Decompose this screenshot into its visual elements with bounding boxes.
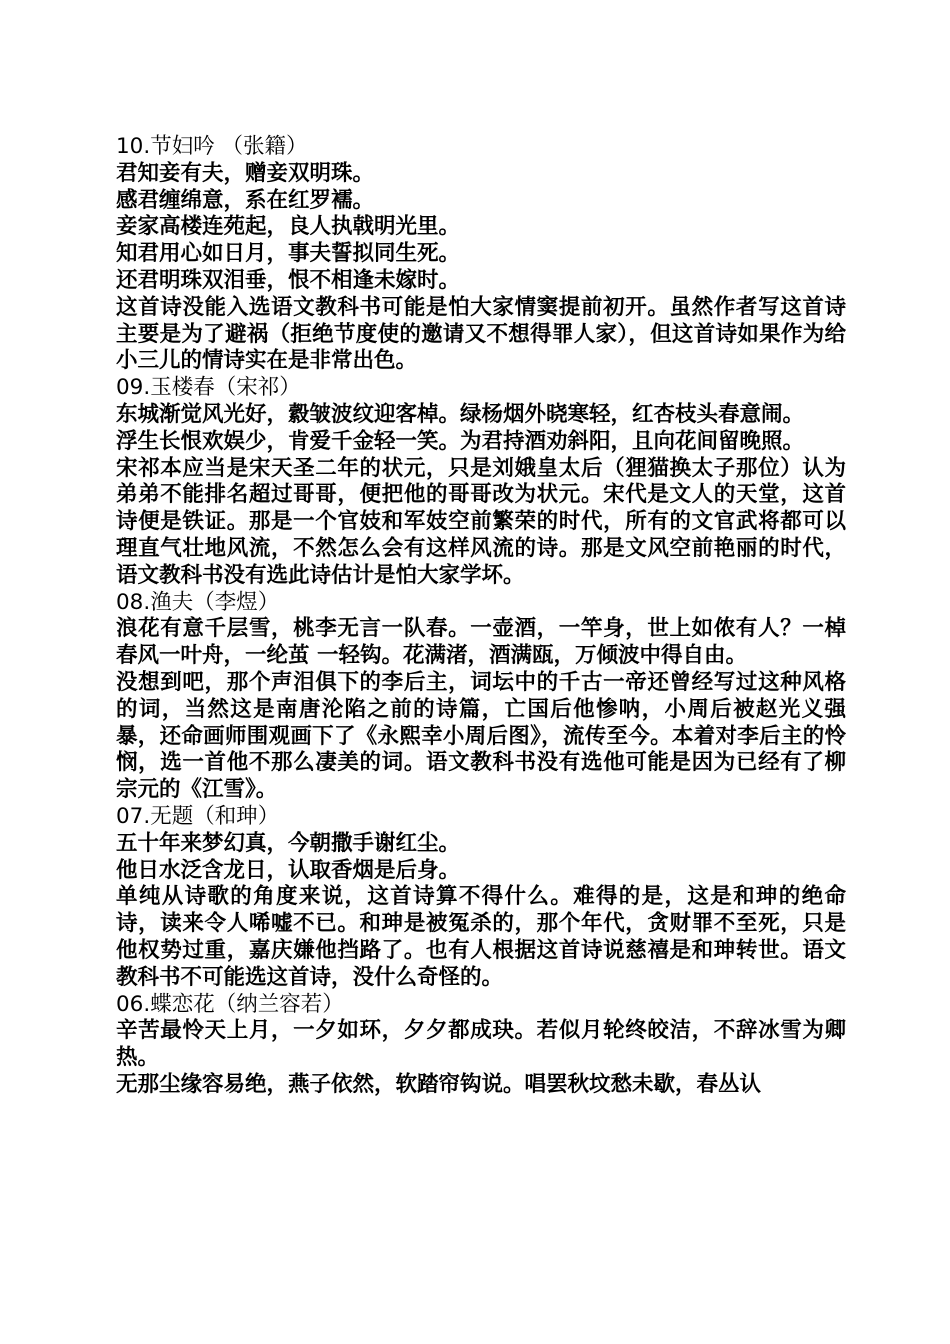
section-10: [116, 134, 846, 375]
poem-line: 他日水泛含龙日，认取香烟是后身。: [116, 857, 461, 883]
poem-line: 浮生长恨欢娱少，肯爱千金轻一笑。为君持酒劝斜阳，且向花间留晚照。: [116, 428, 805, 454]
section-title: 10.节妇吟 （张籍）: [116, 134, 308, 159]
commentary: 没想到吧，那个声泪俱下的李后主，词坛中的千古一帝还曾经写过这种风格的词，当然这是南唐沦陷之前的诗篇，亡国后他惨呐，小周后被赵光义强暴，还命画师围观画下了《永熙幸小周后图》，流传至今。本着对李后主的怜悯，选一首他不那么凄美的词。语文教科书没有选他可能是因为已经有了柳宗元的《江雪》。: [116, 669, 846, 803]
poem-line: 辛苦最怜天上月，一夕如环，夕夕都成玦。若似月轮终皎洁，不辞冰雪为卿热。: [116, 1018, 846, 1071]
poem-line: 还君明珠双泪垂，恨不相逢未嫁时。: [116, 267, 461, 293]
commentary: 宋祁本应当是宋天圣二年的状元，只是刘娥皇太后（狸猫换太子那位）认为弟弟不能排名超过哥哥，便把他的哥哥改为状元。宋代是文人的天堂，这首诗便是铁证。那是一个官妓和军妓空前繁荣的时代，所有的文官武将都可以理直气壮地风流，不然怎么会有这样风流的诗。那是文风空前艳丽的时代，语文教科书没有选此诗估计是怕大家学坏。: [116, 455, 846, 588]
poem-line: 五十年来梦幻真，今朝撒手谢红尘。: [116, 830, 461, 856]
section-title: 09.玉楼春（宋祁）: [116, 375, 301, 401]
commentary: 单纯从诗歌的角度来说，这首诗算不得什么。难得的是，这是和珅的绝命诗，读来令人唏嘘不已。和珅是被冤杀的，那个年代，贪财罪不至死，只是他权势过重，嘉庆嫌他挡路了。也有人根据这首诗说慈禧是和珅转世。语文教科书不可能选这首诗，没什么奇怪的。: [116, 884, 846, 990]
commentary: 这首诗没能入选语文教科书可能是怕大家情窦提前初开。虽然作者写这首诗主要是为了避祸（拒绝节度使的邀请又不想得罪人家），但这首诗如果作为给小三儿的情诗实在是非常出色。: [116, 294, 846, 374]
poem-line: 知君用心如日月，事夫誓拟同生死。: [116, 241, 461, 267]
poem-line: 无那尘缘容易绝，燕子依然，软踏帘钩说。唱罢秋坟愁未歇，春丛认: [116, 1071, 762, 1097]
section-09: [116, 375, 846, 589]
poem-line: 妾家高楼连苑起，良人执戟明光里。: [116, 214, 461, 240]
section-07: [116, 804, 846, 992]
section-08: [116, 590, 846, 804]
poem-line: 君知妾有夫，赠妾双明珠。: [116, 160, 375, 186]
section-06: [116, 992, 846, 1099]
document-page: [116, 134, 846, 1099]
section-title: 08.渔夫（李煜）: [116, 589, 280, 615]
poem-line: 东城渐觉风光好，縠皱波纹迎客棹。绿杨烟外晓寒轻，红杏枝头春意闹。: [116, 401, 805, 427]
section-title: 07.无题（和珅）: [116, 803, 280, 829]
poem-line: 浪花有意千层雪，桃李无言一队春。一壶酒，一竿身，世上如侬有人？一棹春风一叶舟，一纶茧 一轻钩。花满渚，酒满瓯，万倾波中得自由。: [116, 616, 846, 669]
poem-line: 感君缠绵意，系在红罗襦。: [116, 187, 375, 213]
section-title: 06.蝶恋花（纳兰容若）: [116, 991, 344, 1017]
